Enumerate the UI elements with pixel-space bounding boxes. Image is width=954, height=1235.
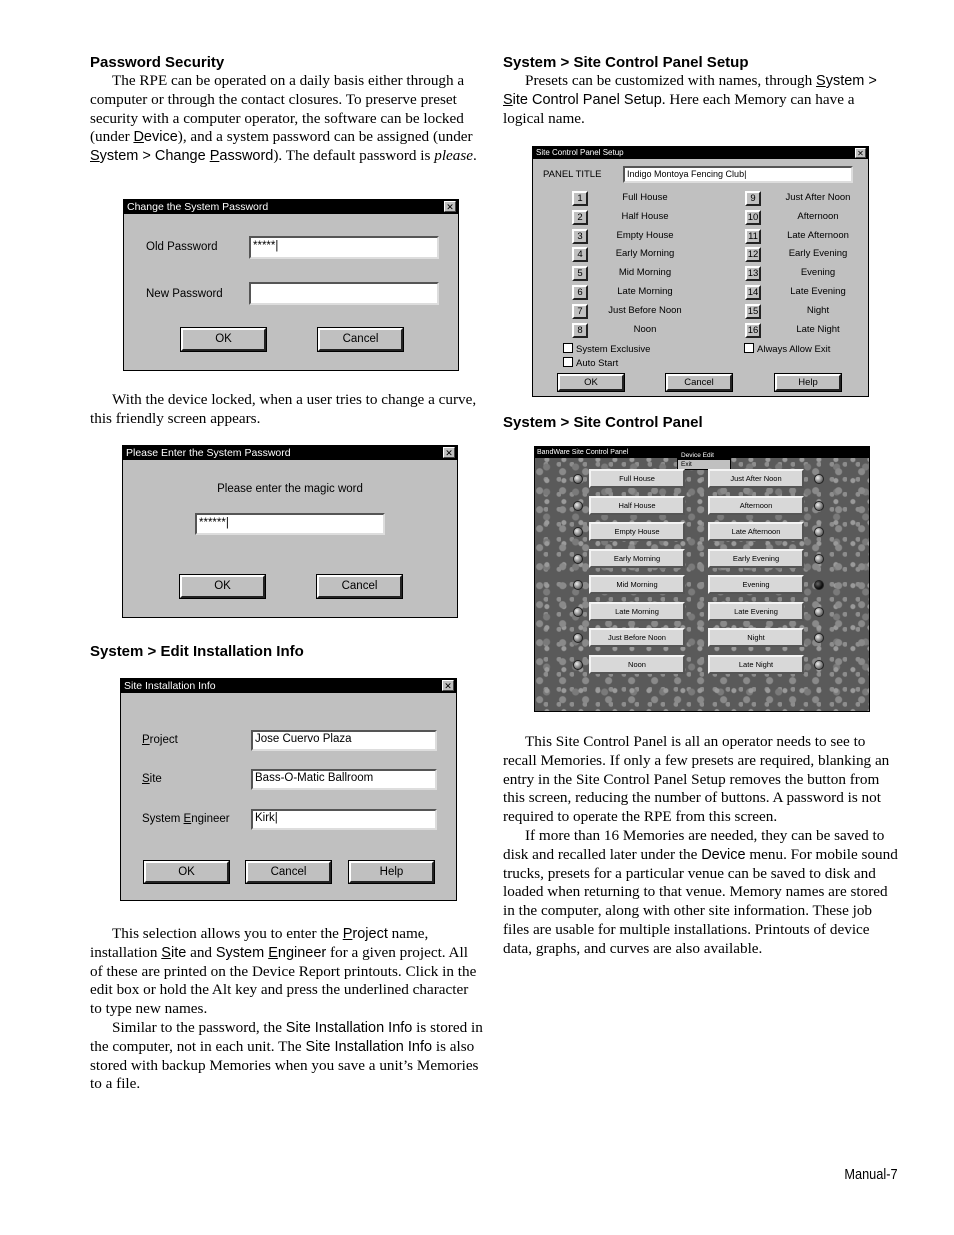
preset-name-label: Empty House: [616, 229, 674, 241]
preset-indicator-led: [573, 554, 583, 564]
password-field[interactable]: ******|: [195, 513, 385, 535]
preset-recall-button[interactable]: Night: [708, 628, 804, 647]
preset-number-button[interactable]: 5: [572, 266, 588, 281]
preset-indicator-led: [814, 501, 824, 511]
preset-recall-button[interactable]: Late Night: [708, 655, 804, 674]
panel-title-field[interactable]: Indigo Montoya Fencing Club|: [623, 166, 853, 183]
preset-name-label: Early Morning: [615, 248, 675, 260]
preset-indicator-led: [814, 474, 824, 484]
preset-name-label: Afternoon: [797, 210, 839, 222]
dialog-title-bar: Change the System Password ✕: [124, 200, 458, 214]
preset-recall-button[interactable]: Noon: [589, 655, 685, 674]
preset-name-label: Early Evening: [788, 248, 848, 260]
preset-number-button[interactable]: 16: [745, 323, 761, 338]
preset-name-label: Late Night: [796, 323, 840, 335]
preset-name-label: Late Morning: [617, 286, 673, 297]
preset-indicator-led: [573, 607, 583, 617]
system-engineer-label: System Engineer: [142, 813, 230, 825]
preset-number-button[interactable]: 14: [745, 285, 761, 300]
preset-indicator-led: [573, 580, 583, 590]
ok-button[interactable]: OK: [558, 374, 624, 391]
site-control-setup-heading: System > Site Control Panel Setup: [503, 54, 749, 71]
ok-button[interactable]: OK: [144, 861, 229, 883]
menu-item-device-edit[interactable]: Device Edit: [678, 451, 730, 460]
setup-paragraph: Presets can be customized with names, through System > Site Control Panel Setup. Here each Memory can have a logical name.: [503, 72, 877, 127]
install-text-block: [90, 925, 483, 1094]
preset-number-button[interactable]: 8: [572, 323, 588, 338]
preset-number-button[interactable]: 4: [572, 247, 588, 262]
preset-name-label: Evening: [800, 267, 836, 279]
dialog-title-bar: Please Enter the System Password ✕: [123, 446, 457, 460]
install-paragraph: This selection allows you to enter the Project name, installation Site and System Engineer for a given project. All of these are printed on the Device Report printouts. Click in the edit box or hold the Alt key and press the underlined character to type new names.: [90, 925, 477, 1018]
preset-number-button[interactable]: 12: [745, 247, 761, 262]
system-exclusive-checkbox[interactable]: System Exclusive: [563, 343, 650, 355]
close-icon[interactable]: ✕: [442, 680, 454, 691]
always-allow-exit-checkbox[interactable]: Always Allow Exit: [744, 343, 830, 355]
panel-title-label: PANEL TITLE: [543, 169, 602, 180]
old-password-field[interactable]: *****|: [249, 236, 439, 259]
enter-password-dialog: [122, 445, 458, 618]
dialog-title-bar: Site Control Panel Setup ✕: [533, 147, 868, 159]
preset-recall-button[interactable]: Evening: [708, 575, 804, 594]
preset-recall-button[interactable]: Late Evening: [708, 602, 804, 621]
preset-indicator-led: [814, 660, 824, 670]
preset-recall-button[interactable]: Empty House: [589, 522, 685, 541]
preset-recall-button[interactable]: Just Before Noon: [589, 628, 685, 647]
preset-indicator-led: [573, 660, 583, 670]
preset-recall-button[interactable]: Early Morning: [589, 549, 685, 568]
preset-number-button[interactable]: 3: [572, 229, 588, 244]
old-password-label: Old Password: [146, 241, 218, 253]
help-button[interactable]: Help: [349, 861, 434, 883]
password-security-heading: Password Security: [90, 54, 225, 71]
preset-number-button[interactable]: 9: [745, 191, 761, 206]
preset-indicator-led: [814, 607, 824, 617]
similar-paragraph: Similar to the password, the Site Installation Info is stored in the computer, not in each unit. The Site Installation Info is also stored with backup Memories when you save a unit’s Memories to a file.: [90, 1018, 483, 1093]
system-engineer-field[interactable]: Kirk|: [251, 809, 437, 830]
site-label: Site: [142, 773, 162, 785]
help-button[interactable]: Help: [775, 374, 841, 391]
new-password-label: New Password: [146, 288, 223, 300]
preset-number-button[interactable]: 13: [745, 266, 761, 281]
preset-indicator-led: [573, 501, 583, 511]
ok-button[interactable]: OK: [180, 575, 265, 598]
project-label: Project: [142, 734, 178, 746]
locked-text-block: [90, 391, 482, 429]
preset-indicator-led: [814, 580, 824, 590]
magic-word-prompt: Please enter the magic word: [217, 483, 363, 495]
close-icon[interactable]: ✕: [855, 148, 866, 158]
panel-paragraph-1: This Site Control Panel is all an operator needs to see to recall Memories. If only a few presets are required, blanking an entry in the Site Control Panel Setup removes the button from this screen, reducing the number of buttons. A password is not required to operate the RPE from this screen.: [503, 733, 890, 826]
install-heading-block: [90, 643, 482, 661]
project-field[interactable]: Jose Cuervo Plaza: [251, 730, 437, 751]
preset-name-label: Full House: [622, 192, 668, 203]
site-control-panel-window: [534, 446, 870, 712]
cancel-button[interactable]: Cancel: [246, 861, 331, 883]
preset-indicator-led: [573, 527, 583, 537]
change-password-dialog: [123, 199, 459, 371]
preset-name-label: Half House: [621, 210, 669, 222]
panel-title-bar: BandWare Site Control Panel: [535, 447, 869, 458]
menu-item-exit[interactable]: Exit: [681, 461, 692, 468]
auto-start-checkbox[interactable]: Auto Start: [563, 357, 618, 369]
locked-paragraph: With the device locked, when a user tries to change a curve, this friendly screen appears.: [90, 391, 477, 427]
preset-name-label: Just After Noon: [785, 192, 851, 203]
preset-name-label: Just Before Noon: [608, 304, 682, 316]
preset-recall-button[interactable]: Mid Morning: [589, 575, 685, 594]
left-column: [90, 54, 482, 166]
preset-number-button[interactable]: 15: [745, 304, 761, 319]
cancel-button[interactable]: Cancel: [318, 328, 403, 351]
preset-indicator-led: [814, 554, 824, 564]
site-installation-dialog: [120, 678, 457, 901]
preset-name-label: Night: [806, 304, 830, 316]
preset-number-button[interactable]: 11: [745, 229, 761, 244]
preset-recall-button[interactable]: Late Morning: [589, 602, 685, 621]
preset-name-label: Noon: [633, 323, 657, 335]
preset-number-button[interactable]: 2: [572, 210, 588, 225]
preset-recall-button[interactable]: Full House: [589, 469, 685, 488]
preset-name-label: Late Afternoon: [787, 229, 849, 241]
preset-name-label: Late Evening: [790, 286, 846, 297]
preset-recall-button[interactable]: Late Afternoon: [708, 522, 804, 541]
preset-number-button[interactable]: 10: [745, 210, 761, 225]
ok-button[interactable]: OK: [181, 328, 266, 351]
new-password-field[interactable]: [249, 282, 439, 305]
preset-recall-button[interactable]: Afternoon: [708, 496, 804, 515]
close-icon[interactable]: ✕: [443, 447, 455, 458]
preset-number-button[interactable]: 6: [572, 285, 588, 300]
right-column-top: [503, 54, 898, 128]
dialog-title-bar: Site Installation Info ✕: [121, 679, 456, 693]
close-icon[interactable]: ✕: [444, 201, 456, 212]
panel-paragraph-2: If more than 16 Memories are needed, they can be saved to disk and recalled later under the Device menu. For mobile sound trucks, presets for a particular venue can be saved to disk and loaded when returning to that venue. Memory names are stored in the computer, along with other site information. These job files are usable for multiple installations. Printouts of device data, graphs, and curves are also available.: [503, 826, 898, 957]
panel-heading-block: [503, 414, 898, 432]
preset-indicator-led: [573, 474, 583, 484]
preset-number-button[interactable]: 1: [572, 191, 588, 206]
site-control-setup-dialog: [532, 146, 869, 397]
page-number: Manual-7: [844, 1166, 898, 1183]
edit-installation-heading: System > Edit Installation Info: [90, 643, 304, 660]
device-menu: [677, 450, 731, 470]
site-field[interactable]: Bass-O-Matic Ballroom: [251, 769, 437, 790]
preset-recall-button[interactable]: Just After Noon: [708, 469, 804, 488]
password-security-paragraph: The RPE can be operated on a daily basis either through a computer or through the contact closures. To preserve preset security with a computer operator, the software can be locked (under Device), and a system password can be assigned (under System > Change Password). The default password is please.: [90, 72, 477, 165]
preset-recall-button[interactable]: Half House: [589, 496, 685, 515]
cancel-button[interactable]: Cancel: [317, 575, 402, 598]
preset-indicator-led: [814, 527, 824, 537]
site-control-panel-heading: System > Site Control Panel: [503, 414, 703, 431]
preset-recall-button[interactable]: Early Evening: [708, 549, 804, 568]
preset-number-button[interactable]: 7: [572, 304, 588, 319]
right-column-bottom: [503, 733, 898, 959]
preset-indicator-led: [573, 633, 583, 643]
preset-name-label: Mid Morning: [618, 267, 672, 279]
preset-indicator-led: [814, 633, 824, 643]
cancel-button[interactable]: Cancel: [666, 374, 732, 391]
